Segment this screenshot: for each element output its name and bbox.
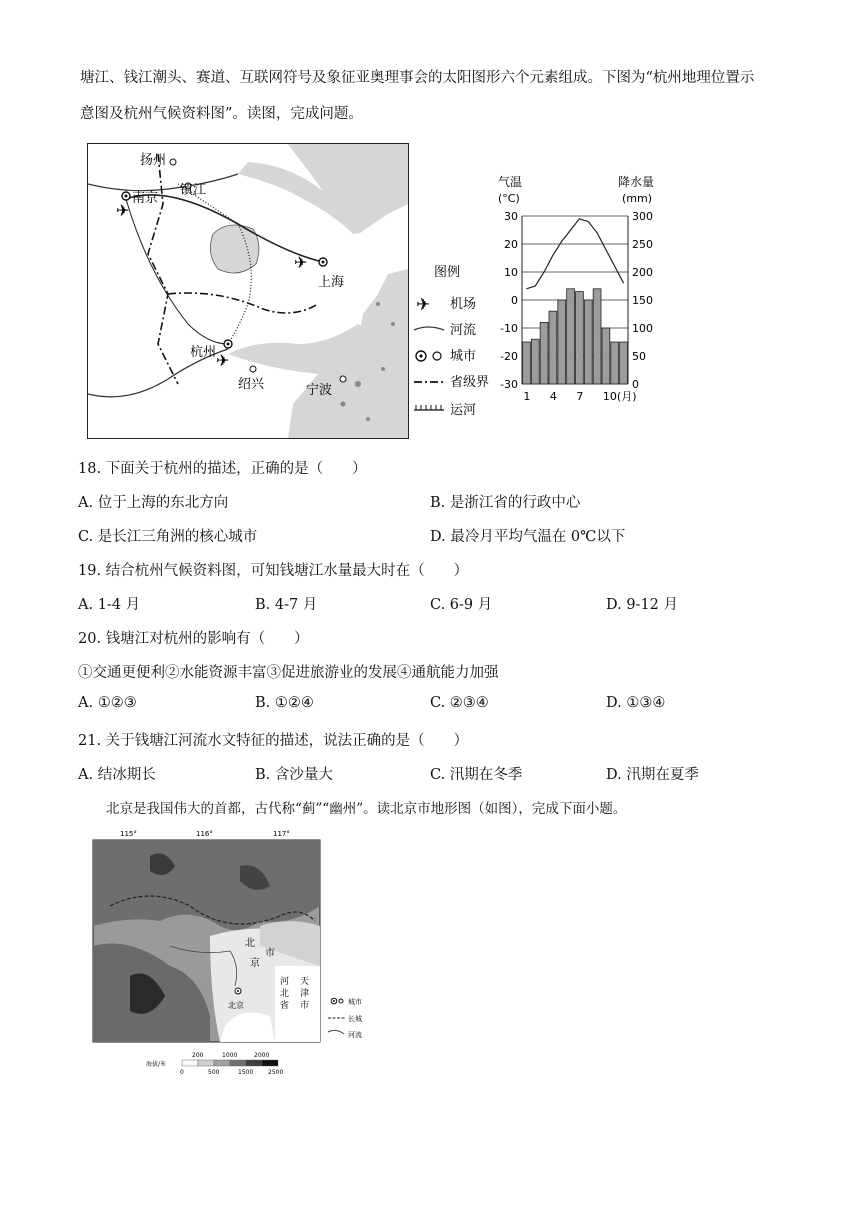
precip-bar-8 — [584, 300, 592, 384]
label-zhenjiang: 镇江 — [180, 183, 207, 198]
right-tick-label: 100 — [632, 322, 653, 335]
city-icon — [416, 351, 441, 361]
svg-text:✈: ✈ — [116, 201, 130, 220]
label-beijing: 北京 — [228, 1001, 244, 1010]
question-18-option-d[interactable]: D. 最冷月平均气温在 0℃以下 — [430, 529, 626, 545]
scale-top-2000: 2000 — [254, 1052, 270, 1059]
scale-top-200: 200 — [192, 1052, 204, 1059]
x-tick-label: 4 — [549, 390, 557, 403]
hangzhou-map-svg — [88, 144, 408, 438]
left-tick-label: 0 — [511, 294, 518, 307]
precip-bar-11 — [611, 342, 619, 384]
x-tick-label: 1 — [523, 390, 531, 403]
map2-city-icon — [331, 998, 343, 1004]
left-axis-ticks — [500, 210, 518, 391]
beijing-terrain-map — [90, 826, 380, 1081]
label-ningbo: 宁波 — [306, 383, 333, 398]
scale-bottom-1500: 1500 — [238, 1069, 254, 1076]
map2-legend-wall: 长城 — [348, 1015, 362, 1023]
svg-text:✈: ✈ — [216, 351, 230, 370]
label-nanjing: 南京 — [132, 191, 159, 206]
map2-legend-city: 城市 — [348, 998, 362, 1006]
left-tick-label: -10 — [500, 322, 518, 335]
left-tick-label: -20 — [500, 350, 518, 363]
longitude-115: 115° — [120, 830, 137, 838]
x-tick-label: 7 — [576, 390, 584, 403]
precip-bar-6 — [567, 289, 575, 384]
right-tick-label: 0 — [632, 378, 639, 391]
question-20-subitems: ①交通更便利②水能资源丰富③促进旅游业的发展④通航能力加强 — [78, 665, 499, 681]
right-tick-label: 50 — [632, 350, 646, 363]
precip-bar-10 — [602, 328, 610, 384]
precip-bar-7 — [576, 292, 584, 384]
precipitation-bars — [523, 289, 628, 384]
svg-text:✈: ✈ — [294, 253, 308, 272]
question-19-stem: 19. 结合杭州气候资料图，可知钱塘江水量最大时在（ ） — [78, 563, 469, 579]
temperature-line — [526, 219, 623, 289]
question-19-option-d[interactable]: D. 9-12 月 — [606, 597, 679, 613]
legend-title: 图例 — [434, 265, 461, 280]
scale-title: 海拔/米 — [146, 1061, 167, 1068]
left-axis-unit: (°C) — [498, 192, 520, 205]
question-18-option-a[interactable]: A. 位于上海的东北方向 — [78, 495, 229, 511]
right-tick-label: 250 — [632, 238, 653, 251]
question-20-option-d[interactable]: D. ①③④ — [606, 695, 666, 711]
precip-bar-4 — [549, 311, 557, 384]
right-tick-label: 300 — [632, 210, 653, 223]
question-21-stem: 21. 关于钱塘江河流水文特征的描述，说法正确的是（ ） — [78, 733, 469, 749]
map1-legend — [410, 262, 500, 432]
left-tick-label: 30 — [504, 210, 518, 223]
x-axis-ticks — [523, 390, 636, 403]
question-19-option-c[interactable]: C. 6-9 月 — [430, 597, 493, 613]
label-tian: 天 — [300, 977, 310, 987]
question-18-option-b[interactable]: B. 是浙江省的行政中心 — [430, 495, 581, 511]
scale-top-1000: 1000 — [222, 1052, 238, 1059]
longitude-117: 117° — [273, 830, 290, 838]
hangzhou-location-map — [87, 143, 409, 439]
label-sheng: 省 — [280, 1001, 290, 1011]
label-jin: 津 — [300, 989, 310, 999]
province-boundary-2 — [168, 293, 318, 313]
question-21-option-d[interactable]: D. 汛期在夏季 — [606, 767, 699, 783]
climate-chart — [490, 172, 670, 408]
question-18-stem: 18. 下面关于杭州的描述，正确的是（ ） — [78, 461, 367, 477]
airport-icon: ✈ — [416, 295, 431, 315]
right-tick-label: 200 — [632, 266, 653, 279]
label-he: 河 — [280, 977, 290, 987]
river-icon — [414, 327, 444, 330]
road-line — [126, 199, 228, 344]
question-21-option-a[interactable]: A. 结冰期长 — [78, 767, 156, 783]
precip-bar-5 — [558, 300, 566, 384]
climate-chart-svg — [490, 172, 670, 408]
label-yangzhou: 扬州 — [140, 153, 167, 168]
elevation-scale — [182, 1060, 278, 1066]
precip-bar-3 — [540, 322, 548, 384]
left-tick-label: 10 — [504, 266, 518, 279]
scale-bottom-0: 0 — [180, 1069, 184, 1076]
legend-airport: 机场 — [450, 297, 477, 312]
question-20-option-b[interactable]: B. ①②④ — [255, 695, 314, 711]
question-20-stem: 20. 钱塘江对杭州的影响有（ ） — [78, 631, 309, 647]
question-19-option-b[interactable]: B. 4-7 月 — [255, 597, 318, 613]
question-21-option-b[interactable]: B. 含沙量大 — [255, 767, 333, 783]
legend-canal: 运河 — [450, 403, 477, 418]
precip-bar-2 — [531, 339, 539, 384]
right-axis-unit: (mm) — [622, 192, 653, 205]
label-bei: 北 — [245, 938, 255, 949]
precip-bar-9 — [593, 289, 601, 384]
left-tick-label: -30 — [500, 378, 518, 391]
precip-bar-1 — [523, 342, 531, 384]
legend-city: 城市 — [450, 349, 477, 364]
x-tick-label: 10(月) — [602, 390, 637, 403]
label-shi2: 市 — [300, 1001, 310, 1011]
intro-line-1: 塘江、钱江潮头、赛道、互联网符号及象征亚奥理事会的太阳图形六个元素组成。下图为“杭州地理位置示 — [80, 70, 755, 86]
longitude-116: 116° — [196, 830, 213, 838]
question-19-option-a[interactable]: A. 1-4 月 — [78, 597, 141, 613]
legend-province: 省级界 — [450, 375, 490, 390]
label-shi: 市 — [265, 948, 275, 959]
scale-bottom-500: 500 — [208, 1069, 220, 1076]
question-21-option-c[interactable]: C. 汛期在冬季 — [430, 767, 523, 783]
left-axis-title: 气温 — [498, 175, 523, 189]
beijing-intro: 北京是我国伟大的首都，古代称“蓟”“幽州”。读北京市地形图（如图），完成下面小题。 — [106, 801, 627, 817]
label-bei2: 北 — [280, 989, 290, 999]
label-shaoxing: 绍兴 — [238, 377, 265, 392]
question-18-option-c[interactable]: C. 是长江三角洲的核心城市 — [78, 529, 258, 545]
river-yangtze — [88, 174, 238, 191]
right-tick-label: 150 — [632, 294, 653, 307]
right-axis-title: 降水量 — [618, 175, 655, 189]
right-axis-ticks — [632, 210, 653, 391]
label-shanghai: 上海 — [318, 275, 345, 290]
precip-bar-12 — [620, 342, 628, 384]
left-tick-label: 20 — [504, 238, 518, 251]
legend-river: 河流 — [450, 323, 477, 338]
scale-bottom-2500: 2500 — [268, 1069, 284, 1076]
question-20-option-a[interactable]: A. ①②③ — [78, 695, 137, 711]
intro-line-2: 意图及杭州气候资料图”。读图，完成问题。 — [80, 106, 363, 122]
label-jing: 京 — [250, 958, 260, 969]
label-hangzhou: 杭州 — [190, 345, 217, 360]
map2-river-icon — [328, 1030, 344, 1034]
canal-icon — [414, 405, 444, 410]
map2-legend-river: 河流 — [348, 1031, 362, 1039]
question-20-option-c[interactable]: C. ②③④ — [430, 695, 489, 711]
